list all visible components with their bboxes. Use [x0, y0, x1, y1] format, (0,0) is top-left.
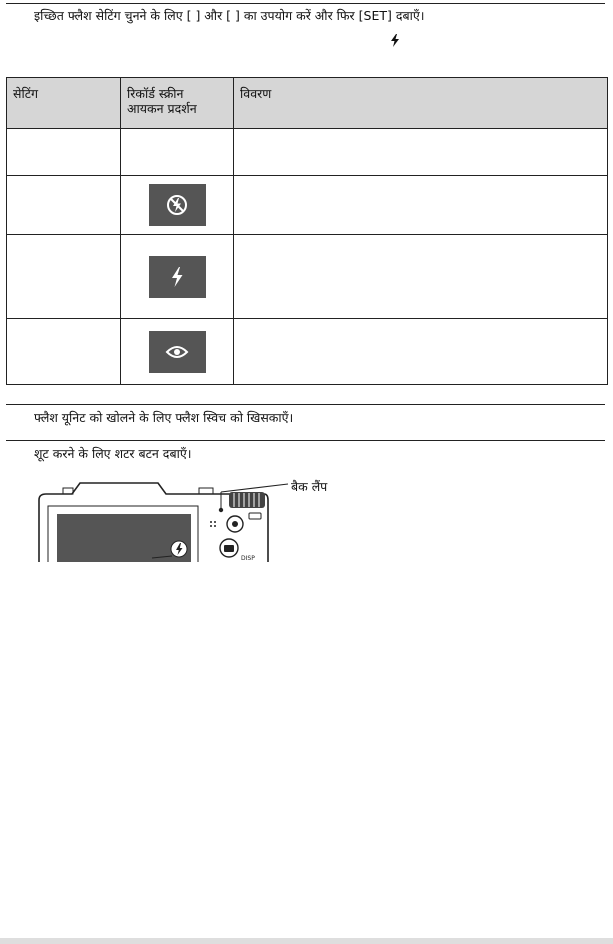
step3-instruction: शूट करने के लिए शटर बटन दबाएँ।	[34, 446, 192, 461]
step3-rule	[6, 440, 605, 441]
row3-setting	[7, 235, 121, 319]
top-rule	[6, 3, 605, 4]
flash-settings-table	[6, 77, 608, 385]
red-eye-reduction-icon	[149, 331, 206, 373]
svg-text:DISP: DISP	[241, 555, 255, 562]
back-lamp-icon	[219, 508, 223, 512]
flash-off-icon	[149, 184, 206, 226]
header-description: विवरण	[234, 78, 608, 129]
header-icon-display	[121, 78, 234, 129]
table-row	[7, 235, 608, 319]
table-row	[7, 319, 608, 385]
flash-on-icon	[149, 256, 206, 298]
row1-setting	[7, 129, 121, 176]
back-lamp-callout: बैक लैंप	[291, 479, 328, 494]
row1-icon-cell	[121, 129, 234, 176]
row2-description	[234, 176, 608, 235]
screen-flash-icon	[171, 541, 187, 557]
footer-bar	[0, 938, 613, 944]
header-icon-display-line2: आयकन प्रदर्शन	[127, 101, 197, 116]
step2-rule	[6, 404, 605, 405]
header-setting: सेटिंग	[7, 78, 121, 129]
row1-description	[234, 129, 608, 176]
step1-instruction: इच्छित फ्लैश सेटिंग चुनने के लिए [ ] और [ ] का उपयोग करें और फिर [SET] दबाएँ।	[34, 8, 425, 23]
row4-description	[234, 319, 608, 385]
row3-description	[234, 235, 608, 319]
table-row	[7, 129, 608, 176]
row3-icon-cell	[121, 235, 234, 319]
header-icon-display-line1: रिकॉर्ड स्क्रीन	[127, 86, 184, 101]
table-row	[7, 176, 608, 235]
row2-icon-cell	[121, 176, 234, 235]
table-header-row	[7, 78, 608, 129]
row4-setting	[7, 319, 121, 385]
row4-icon-cell	[121, 319, 234, 385]
flash-bolt-icon	[390, 34, 400, 47]
step2-instruction: फ्लैश यूनिट को खोलने के लिए फ्लैश स्विच को खिसकाएँ।	[34, 410, 294, 425]
row2-setting	[7, 176, 121, 235]
